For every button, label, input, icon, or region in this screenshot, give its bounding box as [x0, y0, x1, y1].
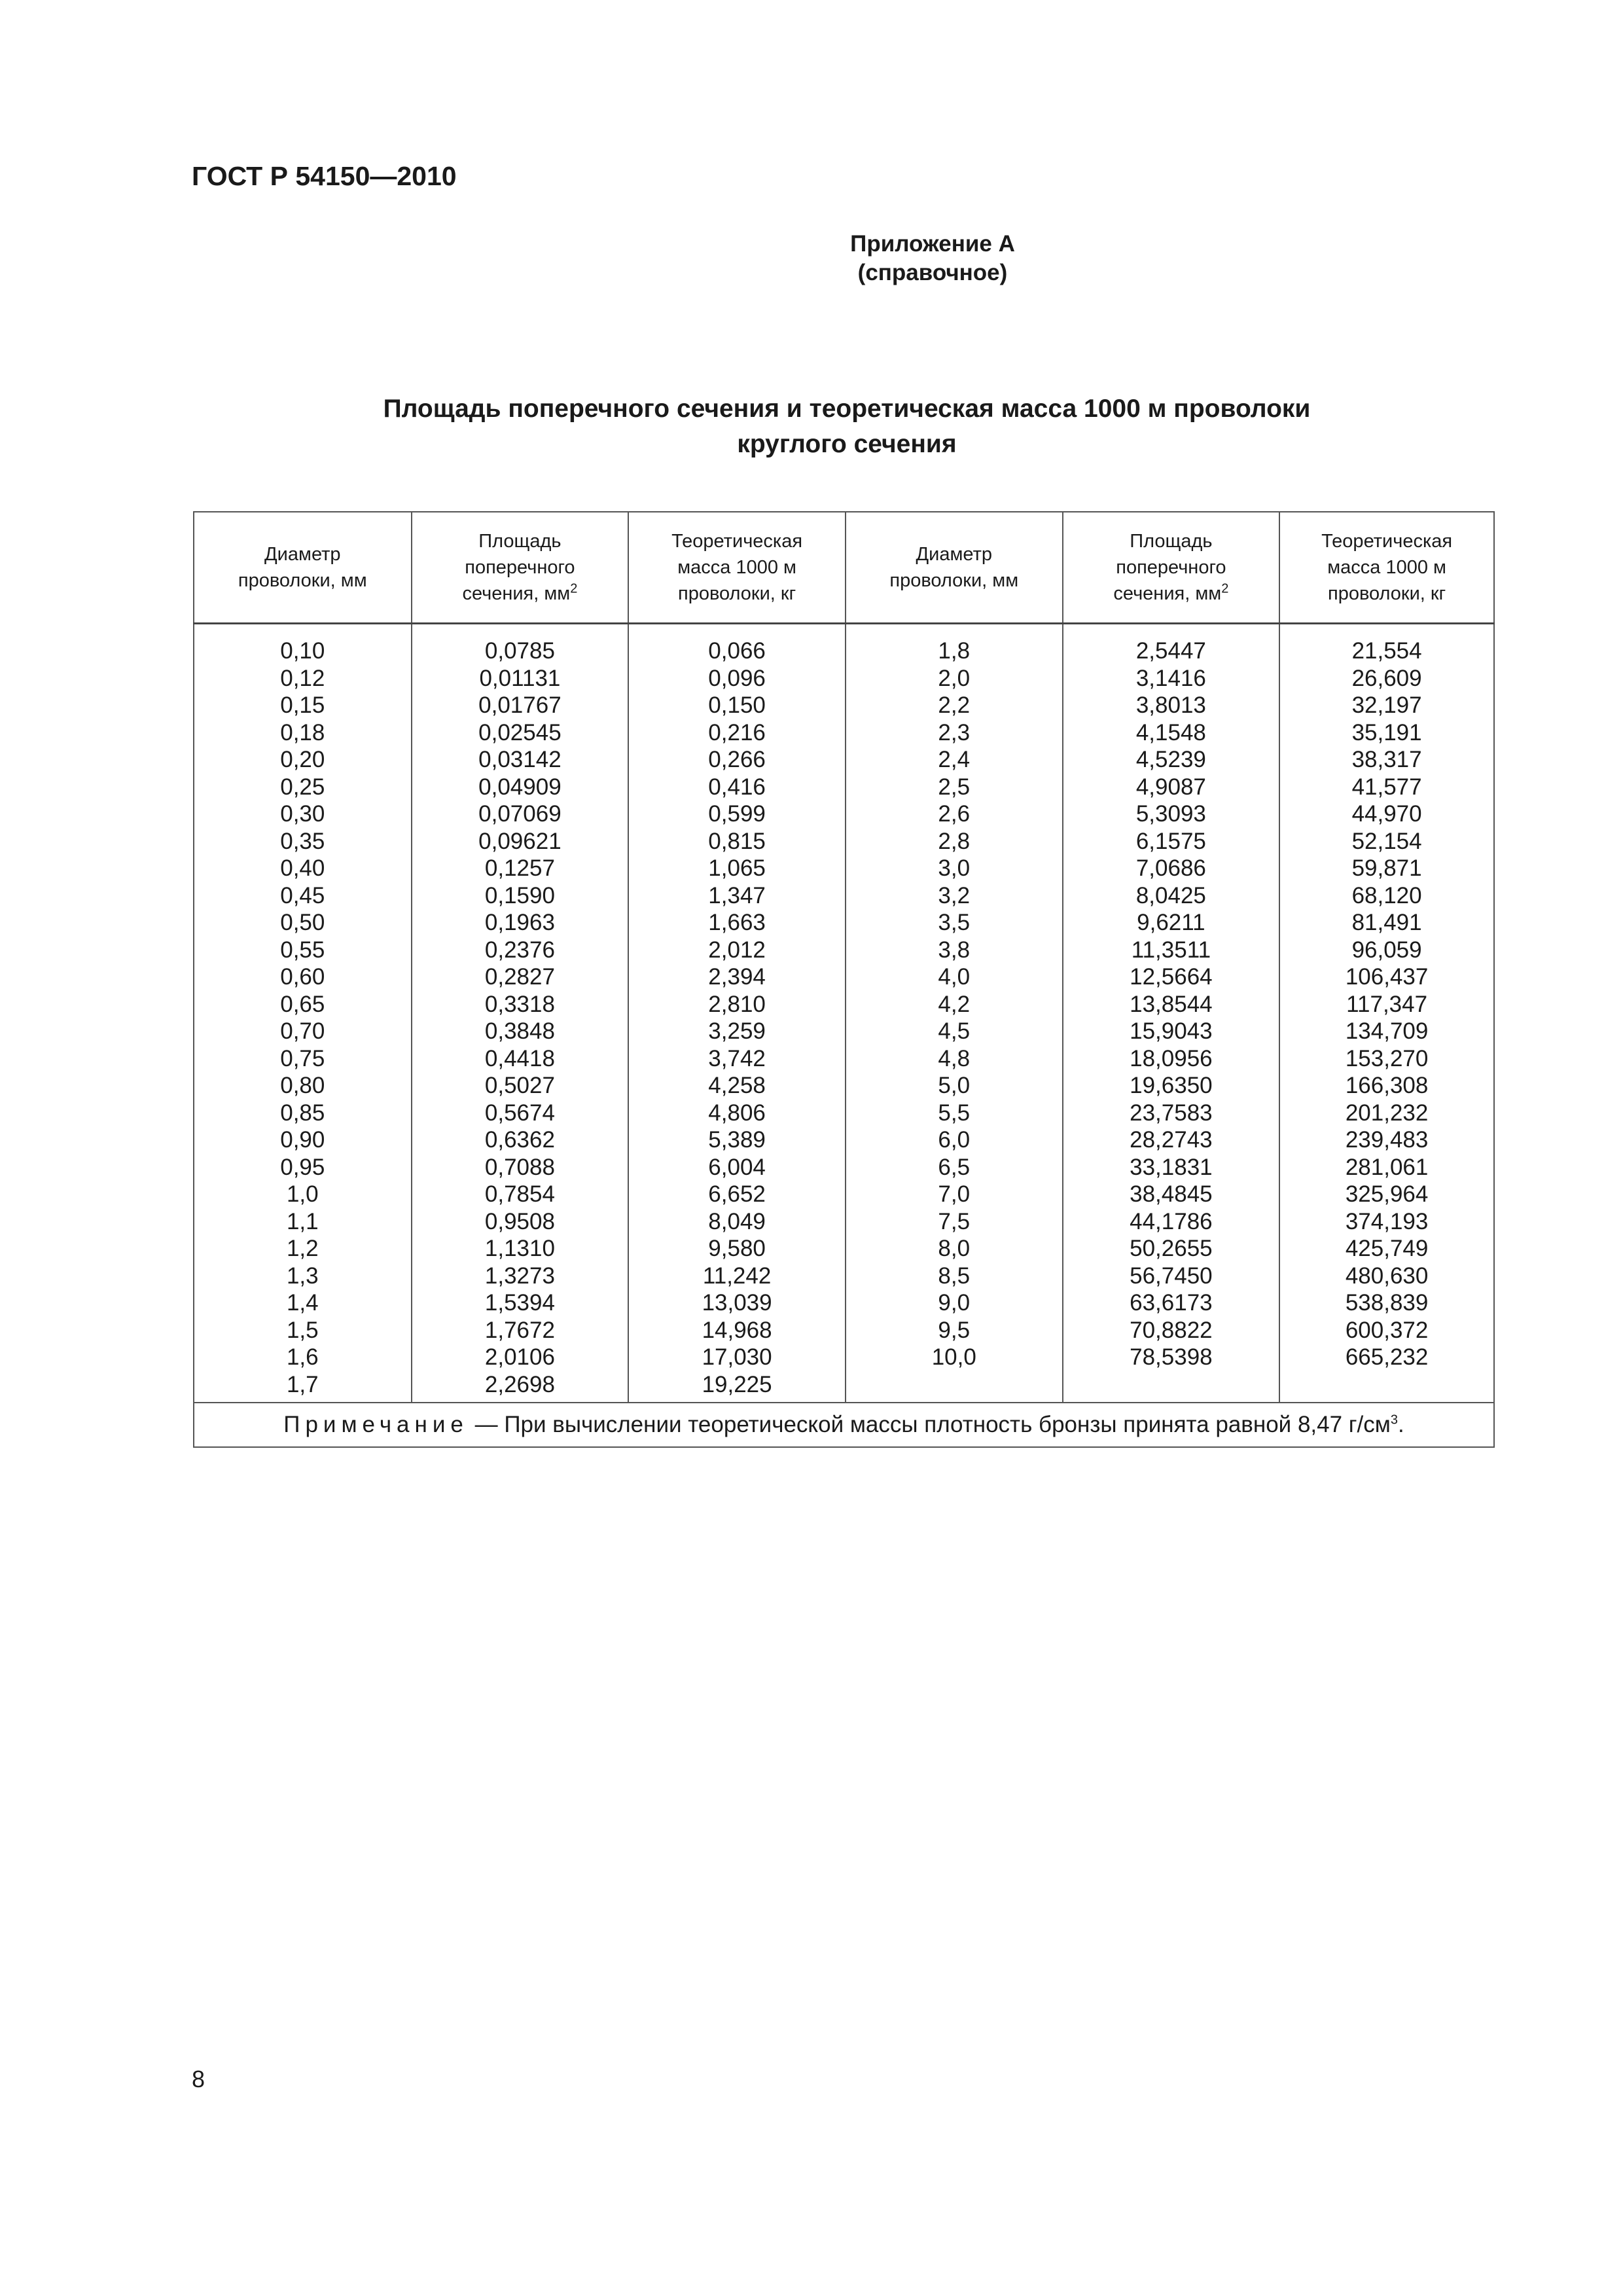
table-cell: 117,347 — [1346, 991, 1428, 1017]
table-cell: 59,871 — [1351, 855, 1422, 881]
table-cell: 1,6 — [286, 1344, 319, 1370]
table-cell: 0,30 — [280, 801, 325, 827]
table-cell: 11,242 — [702, 1263, 772, 1289]
table-cell: 9,0 — [938, 1290, 971, 1316]
table-cell: 13,039 — [702, 1290, 772, 1316]
column-header-text: сечения, мм — [462, 583, 571, 604]
header-superscript: 2 — [1221, 581, 1229, 596]
table-cell: 2,2698 — [484, 1371, 555, 1397]
table-column — [412, 624, 629, 1403]
table-cell: 0,03142 — [478, 747, 562, 772]
table-cell: 28,2743 — [1130, 1127, 1213, 1153]
document-code: ГОСТ Р 54150—2010 — [192, 161, 457, 191]
table-note-row — [194, 1403, 1494, 1447]
column-header-line — [418, 581, 623, 607]
table-header-row — [194, 512, 1494, 624]
table-cell: 0,5027 — [484, 1073, 555, 1098]
appendix-heading — [0, 230, 1623, 287]
table-note — [194, 1403, 1494, 1447]
table-cell: 1,3 — [286, 1263, 319, 1289]
table-cell: 6,0 — [938, 1127, 971, 1153]
column-header-line: Диаметр — [264, 544, 341, 565]
table-cell: 4,5239 — [1135, 747, 1206, 772]
column-header-line: Площадь — [478, 531, 562, 552]
table-cell: 19,6350 — [1130, 1073, 1213, 1098]
table-cell: 0,416 — [708, 774, 766, 800]
table-cell: 4,806 — [708, 1100, 766, 1126]
column-header — [412, 512, 629, 624]
table-cell: 0,12 — [280, 665, 325, 691]
table-cell: 0,25 — [280, 774, 325, 800]
table-cell: 8,0425 — [1135, 882, 1206, 908]
table-cell: 166,308 — [1345, 1073, 1429, 1098]
table-cell: 480,630 — [1345, 1263, 1429, 1289]
table-cell: 35,191 — [1351, 719, 1422, 745]
table-cell: 19,225 — [702, 1371, 772, 1397]
table-cell: 3,1416 — [1135, 665, 1206, 691]
column-header-line — [1069, 581, 1274, 607]
table-cell: 0,096 — [708, 665, 766, 691]
table-cell: 2,3 — [938, 719, 971, 745]
table-cell: 0,1963 — [484, 910, 555, 935]
table-cell: 0,70 — [280, 1018, 325, 1044]
table-cell: 106,437 — [1345, 964, 1429, 990]
table-column — [194, 624, 412, 1403]
table-cell: 70,8822 — [1130, 1317, 1213, 1343]
column-header — [628, 512, 846, 624]
table-cell: 7,0686 — [1135, 855, 1206, 881]
table-cell: 1,2 — [286, 1236, 319, 1261]
table-cell: 0,1590 — [484, 882, 555, 908]
table-cell: 3,8 — [938, 937, 971, 963]
table-cell: 0,20 — [280, 747, 325, 772]
table-cell: 5,3093 — [1135, 801, 1206, 827]
table-cell: 1,1310 — [484, 1236, 555, 1261]
table-cell: 5,389 — [708, 1127, 766, 1153]
table-cell: 1,065 — [708, 855, 766, 881]
table-cell: 41,577 — [1351, 774, 1422, 800]
table-cell: 0,01131 — [479, 665, 561, 691]
table-cell: 8,0 — [938, 1236, 971, 1261]
column-header-line: Теоретическая — [671, 531, 803, 552]
appendix-note: (справочное) — [857, 260, 1008, 285]
table-cell: 0,599 — [708, 801, 766, 827]
table-cell: 239,483 — [1345, 1127, 1429, 1153]
table-title-line-2: круглого сечения — [737, 430, 957, 458]
column-header-line: Площадь — [1130, 531, 1213, 552]
table-cell: 2,6 — [938, 801, 971, 827]
table-cell: 2,394 — [708, 964, 766, 990]
table-cell: 23,7583 — [1130, 1100, 1213, 1126]
table-cell: 0,35 — [280, 828, 325, 854]
table-cell: 0,85 — [280, 1100, 325, 1126]
table-cell: 0,815 — [708, 828, 766, 854]
table-cell: 11,3511 — [1131, 937, 1211, 963]
table-cell: 0,0785 — [484, 638, 555, 664]
table-cell: 4,5 — [938, 1018, 971, 1044]
table-cell: 8,049 — [708, 1208, 766, 1234]
table-cell: 2,0106 — [484, 1344, 555, 1370]
table-cell: 0,7088 — [484, 1154, 555, 1180]
table-cell: 1,7 — [286, 1371, 319, 1397]
table-cell: 1,3273 — [484, 1263, 555, 1289]
table-cell: 9,5 — [938, 1317, 971, 1343]
table-cell: 281,061 — [1345, 1154, 1429, 1180]
table-cell: 15,9043 — [1130, 1018, 1213, 1044]
header-superscript: 2 — [570, 581, 578, 596]
column-header-line: Диаметр — [916, 544, 992, 565]
table-cell: 325,964 — [1345, 1181, 1429, 1207]
table-cell: 17,030 — [702, 1344, 772, 1370]
table-cell: 600,372 — [1345, 1317, 1429, 1343]
table-cell: 5,0 — [938, 1073, 971, 1098]
appendix-title: Приложение А — [850, 231, 1015, 257]
table-cell: 665,232 — [1345, 1344, 1429, 1370]
table-cell: 0,90 — [280, 1127, 325, 1153]
table-title — [0, 391, 1623, 462]
table-cell: 0,95 — [280, 1154, 325, 1180]
table-cell: 1,5394 — [484, 1290, 555, 1316]
table-cell: 9,6211 — [1137, 910, 1205, 935]
table-cell: 96,059 — [1351, 937, 1422, 963]
table-cell: 0,09621 — [478, 828, 562, 854]
table-cell: 374,193 — [1345, 1208, 1429, 1234]
page-number: 8 — [192, 2066, 205, 2092]
table-cell: 0,5674 — [484, 1100, 555, 1126]
table-column — [1063, 624, 1280, 1403]
table-cell: 0,1257 — [484, 855, 555, 881]
table-cell: 0,02545 — [478, 719, 562, 745]
note-superscript: 3 — [1390, 1412, 1398, 1427]
table-cell: 52,154 — [1351, 828, 1422, 854]
table-title-line-1: Площадь поперечного сечения и теоретическая масса 1000 м проволоки — [383, 395, 1311, 423]
table-cell: 0,2376 — [484, 937, 555, 963]
table-cell: 4,2 — [938, 991, 971, 1017]
table-cell: 21,554 — [1351, 638, 1422, 664]
table-cell: 0,3318 — [484, 991, 555, 1017]
table-cell: 2,5447 — [1135, 638, 1206, 664]
table-cell: 2,4 — [938, 747, 971, 772]
table-cell: 0,04909 — [478, 774, 562, 800]
table-cell: 134,709 — [1345, 1018, 1429, 1044]
table-cell: 6,652 — [708, 1181, 766, 1207]
table-cell: 3,0 — [938, 855, 971, 881]
table-cell: 0,50 — [280, 910, 325, 935]
table-cell: 10,0 — [931, 1344, 976, 1370]
table-cell: 4,8 — [938, 1045, 971, 1071]
table-cell: 68,120 — [1351, 882, 1422, 908]
table-cell: 1,7672 — [484, 1317, 555, 1343]
table-cell: 4,258 — [708, 1073, 766, 1098]
table-body-row — [194, 624, 1494, 1403]
table-cell: 0,3848 — [484, 1018, 555, 1044]
table-cell: 2,012 — [708, 937, 766, 963]
table-cell: 4,1548 — [1135, 719, 1206, 745]
table-cell: 0,40 — [280, 855, 325, 881]
table-cell: 4,9087 — [1135, 774, 1206, 800]
table-cell: 0,216 — [708, 719, 766, 745]
column-header-line: поперечного — [465, 557, 575, 578]
column-header-line: проволоки, кг — [678, 583, 796, 604]
column-header-line: проволоки, мм — [238, 570, 367, 591]
table-cell: 6,5 — [938, 1154, 971, 1180]
table-cell: 0,65 — [280, 991, 325, 1017]
table-cell: 0,266 — [708, 747, 766, 772]
column-header-line: масса 1000 м — [1327, 557, 1446, 578]
table-cell: 0,10 — [280, 638, 325, 664]
table-cell: 3,259 — [708, 1018, 766, 1044]
table-cell: 153,270 — [1345, 1045, 1429, 1071]
note-text: — При вычислении теоретической массы плотность бронзы принята равной 8,47 г/см — [468, 1412, 1391, 1437]
table-cell: 0,18 — [280, 719, 325, 745]
table-column — [846, 624, 1063, 1403]
column-header-line: Теоретическая — [1321, 531, 1453, 552]
table-cell: 0,4418 — [484, 1045, 555, 1071]
table-cell: 38,4845 — [1130, 1181, 1213, 1207]
table-cell: 1,5 — [286, 1317, 319, 1343]
table-cell: 7,0 — [938, 1181, 971, 1207]
table-cell: 38,317 — [1351, 747, 1422, 772]
table-cell: 1,1 — [286, 1208, 319, 1234]
table-cell: 33,1831 — [1130, 1154, 1213, 1180]
table-cell: 2,0 — [938, 665, 971, 691]
table-cell: 63,6173 — [1130, 1290, 1213, 1316]
column-header — [1063, 512, 1280, 624]
table-cell: 0,6362 — [484, 1127, 555, 1153]
table-cell: 12,5664 — [1130, 964, 1213, 990]
table-cell: 56,7450 — [1130, 1263, 1213, 1289]
table-cell: 0,07069 — [478, 801, 562, 827]
table-cell: 0,150 — [708, 692, 766, 718]
table-cell: 0,066 — [708, 638, 766, 664]
table-cell: 425,749 — [1345, 1236, 1429, 1261]
table-cell: 14,968 — [702, 1317, 772, 1343]
table-cell: 0,75 — [280, 1045, 325, 1071]
table-cell: 2,810 — [708, 991, 766, 1017]
table-cell: 0,2827 — [484, 964, 555, 990]
table-cell: 0,60 — [280, 964, 325, 990]
table-cell: 4,0 — [938, 964, 971, 990]
column-header-line: масса 1000 м — [677, 557, 796, 578]
table-cell: 7,5 — [938, 1208, 971, 1234]
table-cell: 1,8 — [938, 638, 971, 664]
table-cell: 44,970 — [1351, 801, 1422, 827]
table-cell: 50,2655 — [1130, 1236, 1213, 1261]
column-header — [846, 512, 1063, 624]
column-header-line: проволоки, кг — [1328, 583, 1446, 604]
table-cell: 3,2 — [938, 882, 971, 908]
table-cell: 8,5 — [938, 1263, 971, 1289]
table-cell: 81,491 — [1351, 910, 1422, 935]
table-cell: 6,004 — [708, 1154, 766, 1180]
table-cell: 0,55 — [280, 937, 325, 963]
table-cell: 1,4 — [286, 1290, 319, 1316]
table-cell: 0,01767 — [478, 692, 562, 718]
column-header — [1279, 512, 1494, 624]
table-cell: 6,1575 — [1135, 828, 1206, 854]
table-column — [628, 624, 846, 1403]
table-cell: 32,197 — [1351, 692, 1422, 718]
table-cell: 0,9508 — [484, 1208, 555, 1234]
table-cell: 2,5 — [938, 774, 971, 800]
table-cell: 0,7854 — [484, 1181, 555, 1207]
column-header-line: поперечного — [1116, 557, 1226, 578]
wire-data-table — [193, 511, 1495, 1448]
table-cell: 0,80 — [280, 1073, 325, 1098]
table-cell: 78,5398 — [1130, 1344, 1213, 1370]
table-cell: 5,5 — [938, 1100, 971, 1126]
table-cell: 26,609 — [1351, 665, 1422, 691]
table-column — [1279, 624, 1494, 1403]
table-cell: 2,8 — [938, 828, 971, 854]
table-cell: 0,15 — [280, 692, 325, 718]
column-header — [194, 512, 412, 624]
column-header-text: сечения, мм — [1113, 583, 1222, 604]
note-end: . — [1397, 1412, 1404, 1437]
table-cell: 18,0956 — [1130, 1045, 1213, 1071]
table-cell: 9,580 — [708, 1236, 766, 1261]
table-cell: 538,839 — [1345, 1290, 1429, 1316]
table-cell: 1,347 — [708, 882, 766, 908]
table-cell: 3,8013 — [1135, 692, 1206, 718]
table-cell: 201,232 — [1345, 1100, 1429, 1126]
table-cell: 2,2 — [938, 692, 971, 718]
note-label: Примечание — [283, 1412, 469, 1437]
table-cell: 44,1786 — [1130, 1208, 1213, 1234]
table-cell: 1,663 — [708, 910, 766, 935]
table-cell: 3,5 — [938, 910, 971, 935]
table-cell: 1,0 — [286, 1181, 319, 1207]
table-cell: 0,45 — [280, 882, 325, 908]
table-cell: 13,8544 — [1130, 991, 1213, 1017]
column-header-line: проволоки, мм — [889, 570, 1019, 591]
table-cell: 3,742 — [708, 1045, 766, 1071]
